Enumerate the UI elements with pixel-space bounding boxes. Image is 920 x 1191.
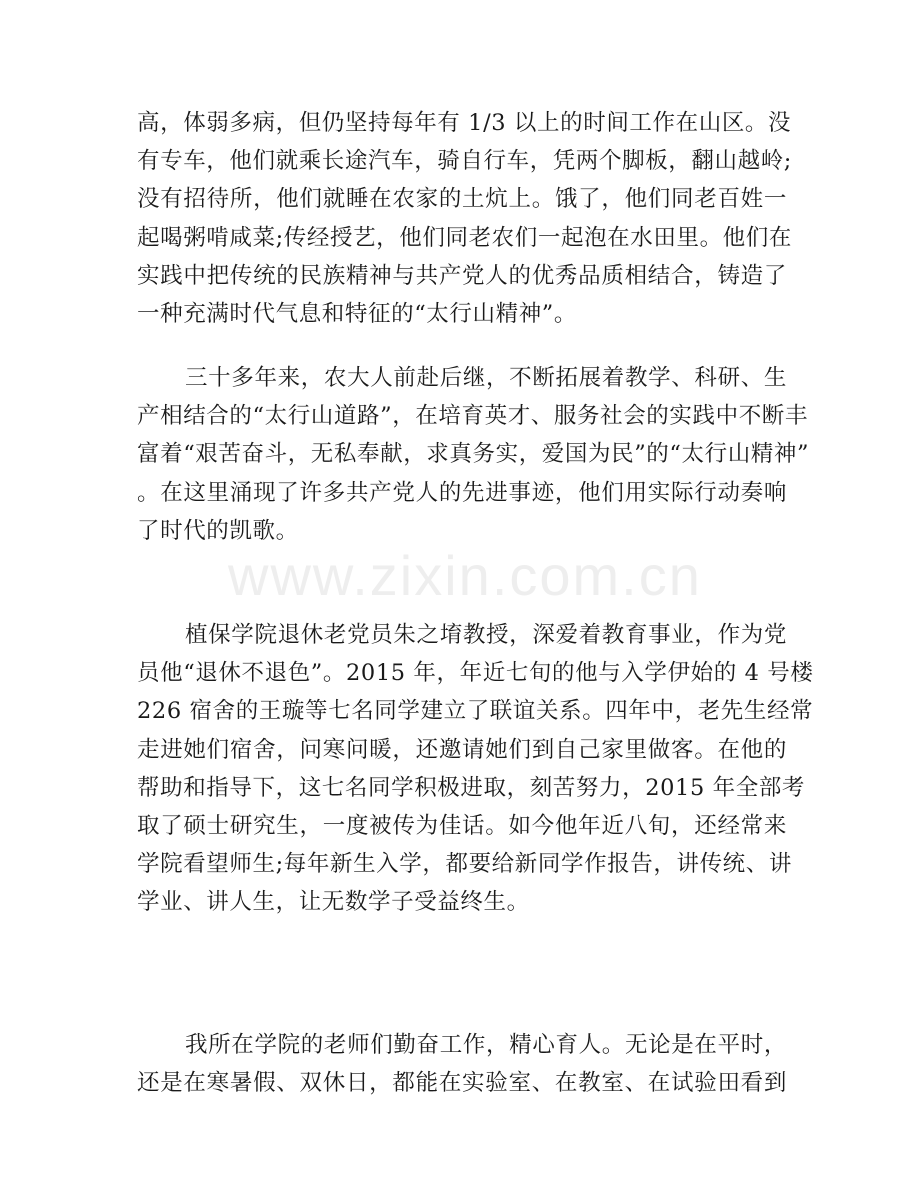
paragraph-line: 走进她们宿舍，问寒问暖，还邀请她们到自己家里做客。在他的: [137, 736, 787, 763]
paragraph-line: 帮助和指导下，这七名同学积极进取，刻苦努力，2015 年全部考: [137, 774, 806, 801]
paragraph-line: 一种充满时代气息和特征的“太行山精神”。: [137, 300, 578, 327]
paragraph-line: 我所在学院的老师们勤奋工作，精心育人。无论是在平时，: [185, 1032, 787, 1058]
watermark: www.zixin.com.cn: [228, 544, 702, 607]
paragraph-line: 高，体弱多病，但仍坚持每年有 1/3 以上的时间工作在山区。没: [137, 110, 792, 136]
paragraph-line: 实践中把传统的民族精神与共产党人的优秀品质相结合，铸造了: [137, 262, 787, 289]
paragraph-4: [137, 1026, 787, 1102]
paragraph-line: 产相结合的“太行山道路”，在培育英才、服务社会的实践中不断丰: [137, 403, 809, 430]
paragraph-2: [137, 359, 810, 550]
paragraph-line: 取了硕士研究生，一度被传为佳话。如今他年近八旬，还经常来: [137, 812, 787, 839]
paragraph-line: 没有招待所，他们就睡在农家的土炕上。饿了，他们同老百姓一: [137, 186, 787, 213]
paragraph-line: 还是在寒暑假、双休日，都能在实验室、在教室、在试验田看到: [137, 1070, 787, 1097]
paragraph-3: [137, 616, 814, 922]
paragraph-line: 学业、讲人生，让无数学子受益终生。: [137, 889, 530, 916]
paragraph-line: 三十多年来，农大人前赴后继，不断拓展着教学、科研、生: [185, 365, 787, 391]
paragraph-1: [137, 104, 792, 333]
paragraph-line: 了时代的凯歌。: [137, 517, 299, 544]
paragraph-line: 226 宿舍的王璇等七名同学建立了联谊关系。四年中，老先生经常: [137, 698, 814, 725]
paragraph-line: 。在这里涌现了许多共产党人的先进事迹，他们用实际行动奏响: [137, 479, 787, 506]
paragraph-line: 起喝粥啃咸菜;传经授艺，他们同老农们一起泡在水田里。他们在: [137, 224, 792, 251]
paragraph-line: 员他“退休不退色”。2015 年，年近七旬的他与入学伊始的 4 号楼: [137, 660, 814, 687]
paragraph-line: 有专车，他们就乘长途汽车，骑自行车，凭两个脚板，翻山越岭;: [137, 148, 792, 175]
paragraph-line: 学院看望师生;每年新生入学，都要给新同学作报告，讲传统、讲: [137, 851, 792, 878]
paragraph-line: 植保学院退休老党员朱之堉教授，深爱着教育事业，作为党: [185, 622, 787, 648]
paragraph-line: 富着“艰苦奋斗，无私奉献，求真务实，爱国为民”的“太行山精神”: [137, 441, 810, 468]
